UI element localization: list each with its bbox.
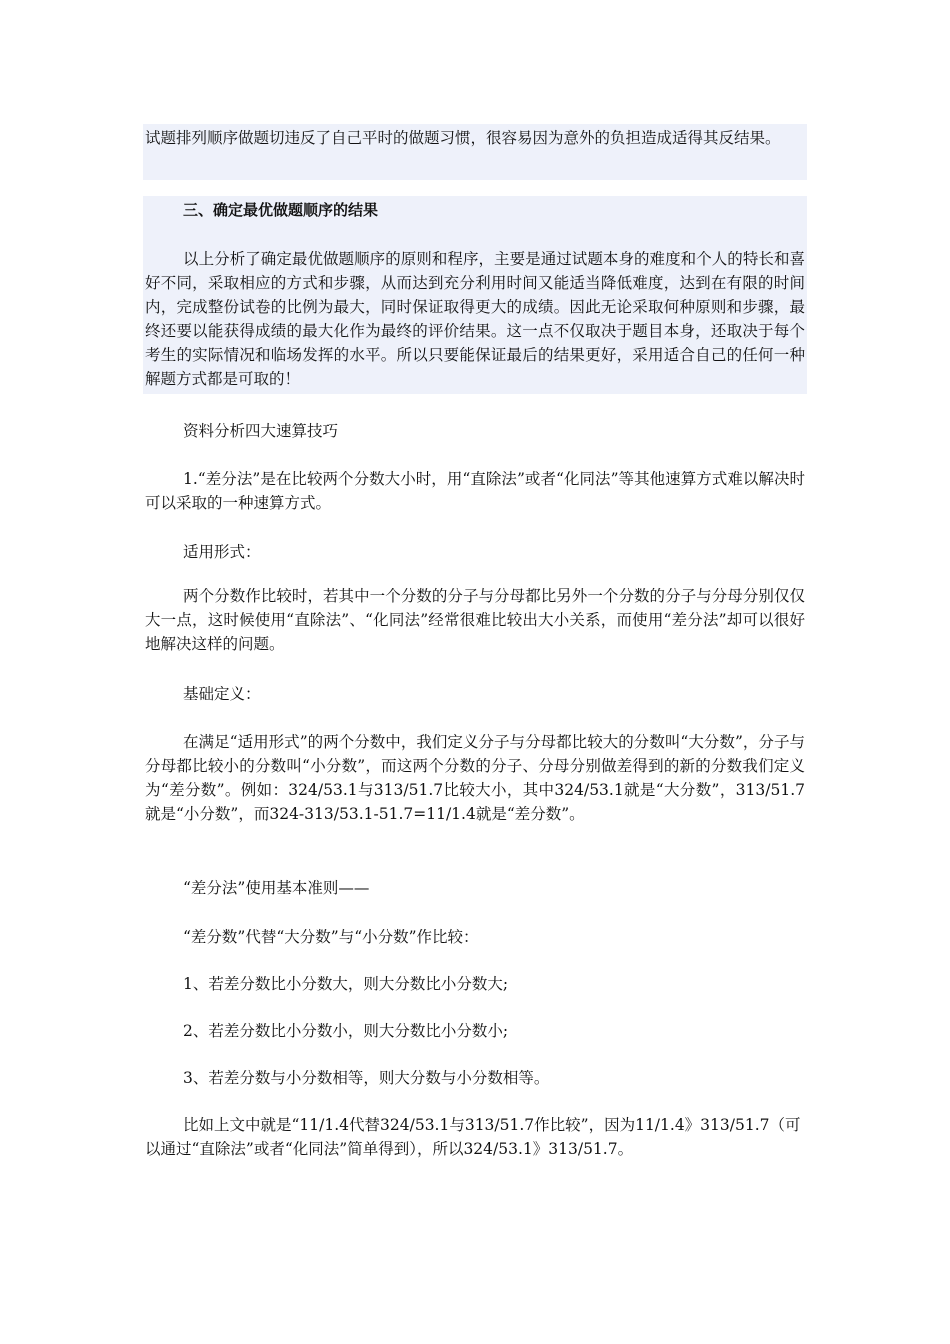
section-heading: 三、确定最优做题顺序的结果 [183, 201, 379, 219]
paragraph-basic-definition: 在满足“适用形式”的两个分数中，我们定义分子与分母都比较大的分数叫“大分数”，分子与分母都比较小的分数叫“小分数”，而这两个分数的分子、分母分别做差得到的新的分数我们定义为“差分数”。例如：324/53.1与313/51.7比较大小，其中324/53.1就是“大分数”，313/51.7就是“小分数”，而324-313/53.1-51.7=11/1.4就是“差分数”。 [145, 733, 805, 823]
paragraph-difference-method: 1.“差分法”是在比较两个分数大小时，用“直除法”或者“化同法”等其他速算方式难以解决时可以采取的一种速算方式。 [145, 470, 805, 512]
paragraph-example: 比如上文中就是“11/1.4代替324/53.1与313/51.7作比较”，因为11/1.4》313/51.7（可以通过“直除法”或者“化同法”简单得到），所以324/53.1》313/51.7。 [145, 1116, 801, 1158]
paragraph-conclusion: 以上分析了确定最优做题顺序的原则和程序，主要是通过试题本身的难度和个人的特长和喜好不同，采取相应的方式和步骤，从而达到充分利用时间又能适当降低难度，达到在有限的时间内，完成整份试卷的比例为最大，同时保证取得更大的成绩。因此无论采取何种原则和步骤，最终还要以能获得成绩的最大化作为最终的评价结果。这一点不仅取决于题目本身，还取决于每个考生的实际情况和临场发挥的水平。所以只要能保证最后的结果更好，采用适合自己的任何一种解题方式都是可取的！ [145, 250, 805, 388]
rule-item: 3、若差分数与小分数相等，则大分数与小分数相等。 [183, 1069, 550, 1087]
paragraph-tail: 试题排列顺序做题切违反了自己平时的做题习惯，很容易因为意外的负担造成适得其反结果。 [145, 129, 781, 147]
article-title: 资料分析四大速算技巧 [183, 422, 339, 440]
label-applicable-form: 适用形式： [183, 543, 261, 561]
rule-item: 2、若差分数比小分数小，则大分数比小分数小; [183, 1022, 509, 1040]
rule-title: “差分法”使用基本准则—— [183, 879, 370, 897]
rule-intro: “差分数”代替“大分数”与“小分数”作比较： [183, 928, 479, 946]
rule-item: 1、若差分数比小分数大，则大分数比小分数大; [183, 975, 509, 993]
label-basic-definition: 基础定义： [183, 685, 261, 703]
paragraph-applicable-form: 两个分数作比较时，若其中一个分数的分子与分母都比另外一个分数的分子与分母分别仅仅大一点，这时候使用“直除法”、“化同法”经常很难比较出大小关系，而使用“差分法”却可以很好地解决这样的问题。 [145, 587, 805, 653]
